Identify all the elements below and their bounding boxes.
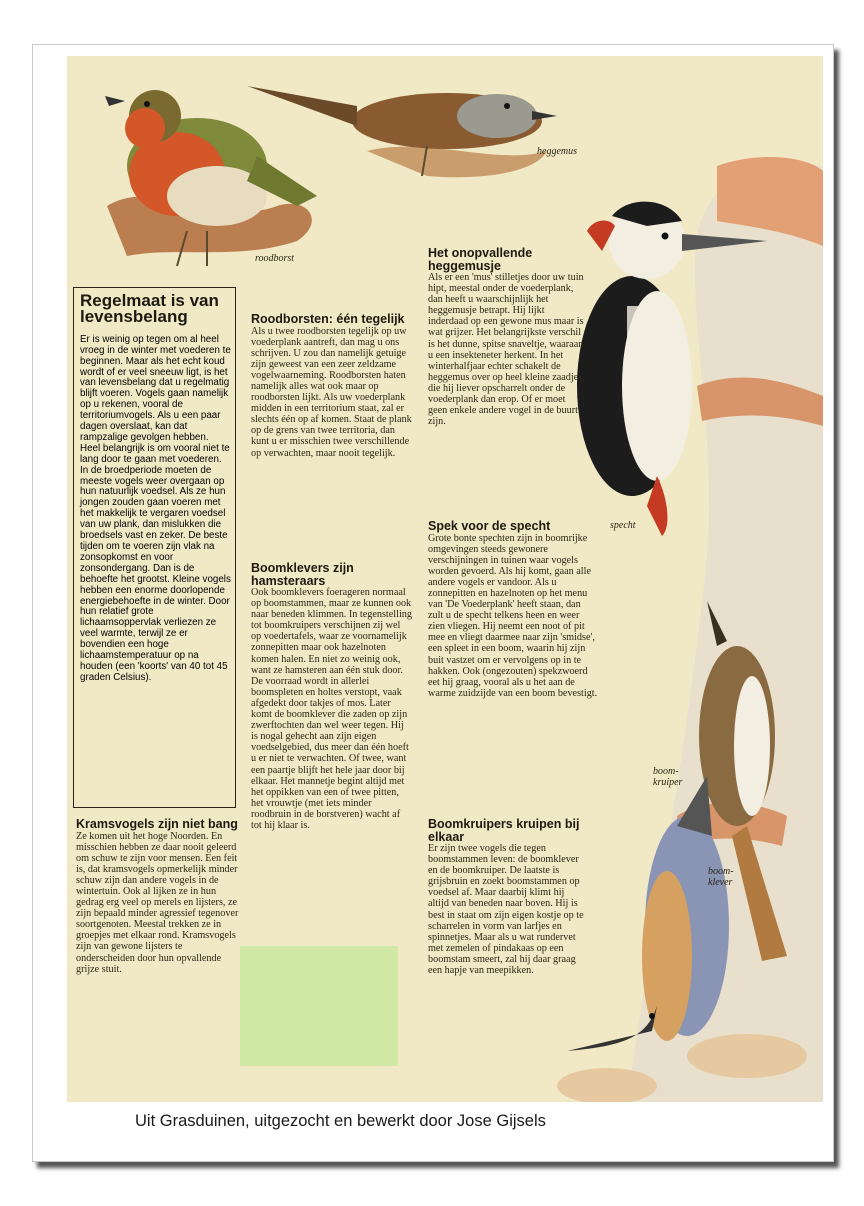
boomkruipers-title: Boomkruipers kruipen bij elkaar bbox=[428, 817, 580, 844]
label-roodborst: roodborst bbox=[255, 253, 295, 264]
article-heggemusje bbox=[428, 247, 586, 427]
label-boomklever: boom-klever bbox=[708, 866, 734, 888]
heggemusje-title: Het onopvallende heggemusje bbox=[428, 246, 533, 273]
article-boomklevers bbox=[251, 562, 413, 831]
boomkruipers-body: Er zijn twee vogels die tegen boomstammen leven: de boomklever en de boomkruiper. De laatste is grijsbruin en zoekt boomstammen op voedsel af. Maar daarbij klimt hij altijd van beneden naar boven. Hij is best in staat om zijn eigen kostje op te scharrelen in vorm van larfjes en spinnetjes. Maar als u wat rundervet met zemelen of pindakaas op een boomstam smeert, zal hij daar graag een hapje van meepikken. bbox=[428, 843, 584, 977]
nuthatch-illustration bbox=[567, 776, 729, 1051]
info-box-regelmaat bbox=[73, 287, 236, 808]
roodborsten-title: Roodborsten: één tegelijk bbox=[251, 312, 405, 326]
kramsvogels-title: Kramsvogels zijn niet bang bbox=[76, 817, 238, 831]
roodborsten-body: Als u twee roodborsten tegelijk op uw voederplank aantreft, dan mag u ons schrijven. U zou dan namelijk getuige zijn geweest van een zeer zeldzame vogelwaarneming. Roodborsten haten namelijk alles wat ook maar op roodborsten lijkt. Als uw voederplank midden in een territorium staat, zal er slechts één op af komen. Staat de plank op de grens van twee territoria, dan kunt u er misschien twee verschillende op verwachten, maar nooit tegelijk. bbox=[251, 325, 412, 459]
boomklevers-body: Ook boomklevers foerageren normaal op boomstammen, maar ze kunnen ook naar beneden klimmen. In tegenstelling tot boomkruipers verschijnen zij wel op voedertafels, waar ze voornamelijk zonnepitten maar ook hazelnoten komen halen. En niet zo weinig ook, want ze hamsteren aan één stuk door. De voorraad wordt in allerlei boomspleten en holtes verstopt, vaak afgedekt door takjes of mos. Later komt de boomklever die zaden op zijn zwerftochten dan wel weer tegen. Hij is nogal gehecht aan zijn eigen voedselgebied, dus meer dan één hoeft u er niet te verwachten. Of twee, want een paartje blijft het hele jaar door bij elkaar. Het mannetje begint altijd met het oppikken van een of twee pitten, het vrouwtje (met iets minder roodbruin in de borstveren) wacht af tot hij klaar is. bbox=[251, 587, 412, 831]
kramsvogels-body: Ze komen uit het hoge Noorden. En misschien hebben ze daar nooit geleerd om schuw te zijn voor mensen. Een feit is, dat kramsvogels opmerkelijk minder schuw zijn dan andere vogels in de wintertuin. Ook al lijken ze in hun gedrag erg veel op merels en lijsters, ze zijn bepaald minder agressief tegenover soortgenoten. Meestal trekken ze in groepjes met elkaar rond. Kramsvogels zijn van gewone lijsters te onderscheiden door hun opvallende grijze stuit. bbox=[76, 830, 239, 975]
article-roodborsten bbox=[251, 313, 413, 459]
spek-body: Grote bonte spechten zijn in boomrijke omgevingen steeds gewonere verschijningen in tuinen waar vogels worden gevoerd. Als hij komt, gaan alle andere vogels er vandoor. Als u zonnepitten en hazelnoten op het menu van 'De Voederplank' heeft staan, dan zult u de specht telkens heen en weer zien vliegen. Hij neemt een noot of pit mee en vliegt daarmee naar zijn 'smidse', een spleet in een boom, waarin hij zijn buit vastzet om er vervolgens op in te hakken. Ook (ongezouten) spekzwoerd eet hij graag, vooral als u het aan de warme zuidzijde van een boom bevestigt. bbox=[428, 532, 598, 699]
box-body: Er is weinig op tegen om al heel vroeg in de winter met voederen te beginnen. Maar als het echt koud wordt of er veel sneeuw ligt, is het van levensbelang dat u regelmatig blijft voeren. Vogels gaan namelijk op u rekenen, vooral de territoriumvogels. Als u een paar dagen overslaat, kan dat rampzalige gevolgen hebben. Heel belangrijk is om vooral niet te lang door te gaan met voederen. In de broedperiode moeten de meeste vogels weer overgaan op hun natuurlijk voedsel. Als ze hun jongen zouden gaan voeren met het makkelijk te vergaren voedsel van uw plank, dan mislukken die broedsels vast en zeker. De beste tijden om te voeren zijn vlak na zonsopkomst en voor zonsondergang. Dan is de behoefte het grootst. Kleine vogels hebben een enorme doorlopende energiebehoefte in de winter. Door hun relatief grote lichaamsoppervlak verliezen ze veel warmte, terwijl ze er bovendien een hoge lichaamstemperatuur op na houden (een 'koorts' van 40 tot 45 graden Celsius). bbox=[80, 333, 231, 683]
green-highlight-block bbox=[240, 946, 398, 1066]
article-kramsvogels bbox=[76, 818, 241, 975]
label-heggemus: heggemus bbox=[537, 146, 577, 157]
source-caption: Uit Grasduinen, uitgezocht en bewerkt door Jose Gijsels bbox=[135, 1112, 546, 1130]
heggemusje-body: Als er een 'mus' stilletjes door uw tuin hipt, meestal onder de voederplank, dan heeft u waarschijnlijk het heggemusje betrapt. Hij lijkt inderdaad op een gewone mus maar is wat grijzer. Het belangrijkste verschil is het dunne, spitse snaveltje, waaraan u een insekteneter herkent. In het winterhalfjaar echter schakelt de heggemus over op heel kleine zaadjes, die hij liever opscharrelt onder de voederplank dan erop. Of er moet geen enkele andere vogel in de buurt zijn. bbox=[428, 272, 585, 428]
spek-title: Spek voor de specht bbox=[428, 519, 551, 533]
label-specht: specht bbox=[610, 520, 636, 531]
boomklevers-title: Boomklevers zijn hamsteraars bbox=[251, 561, 354, 588]
article-boomkruipers bbox=[428, 818, 586, 976]
article-spek bbox=[428, 520, 598, 699]
label-boomkruiper: boom-kruiper bbox=[653, 766, 683, 788]
box-title: Regelmaat is van levensbelang bbox=[80, 291, 219, 326]
